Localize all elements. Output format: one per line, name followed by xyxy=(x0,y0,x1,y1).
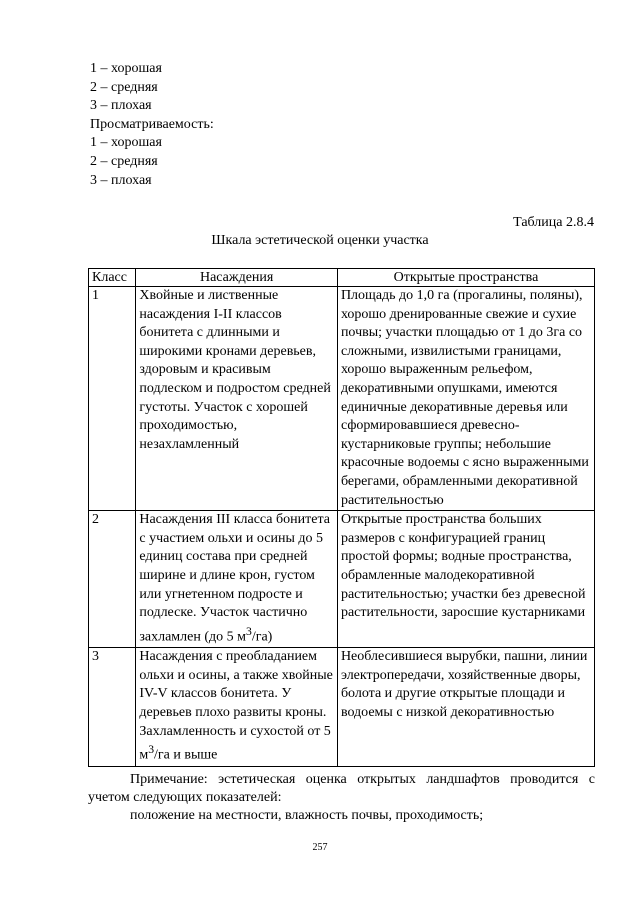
header-stands: Насаждения xyxy=(136,269,338,287)
cell-stands xyxy=(136,511,338,648)
intro-line-poor: 3 – плохая xyxy=(90,98,152,114)
cell-class: 2 xyxy=(89,511,136,648)
intro-line-poor: 3 – плохая xyxy=(90,172,152,188)
intro-line-good: 1 – хорошая xyxy=(90,61,162,76)
cell-class: 1 xyxy=(89,287,136,511)
cell-stands: Хвойные и лиственные насаждения I-II классов бонитета с длинными и широкими кронами деревьев, здоровым и красивым подлеском и подростом средней густоты. Участок с хорошей проходимостью, незахламленный xyxy=(136,287,338,511)
cell-stands-text: Насаждения III класса бонитета с участием ольхи и осины до 5 единиц состава при средней ширине и длине крон, густом или угнетенном подросте и подлеске. Участок частично захламлен (до 5 м xyxy=(139,512,330,645)
cell-stands-tail: /га) xyxy=(251,629,273,645)
table-row xyxy=(89,287,595,511)
cell-stands-tail: /га и выше xyxy=(154,747,218,763)
cell-stands-superscript: 3 xyxy=(148,743,155,757)
intro-list xyxy=(90,60,214,190)
note-paragraph: Примечание: эстетическая оценка открытых ландшафтов проводится с учетом следующих показателей: xyxy=(88,772,595,805)
header-open-spaces: Открытые пространства xyxy=(337,269,594,287)
aesthetic-scale-table xyxy=(88,268,595,767)
cell-stands-superscript: 3 xyxy=(246,624,252,638)
cell-open-spaces: Необлесившиеся вырубки, пашни, линии электропередачи, хозяйственные дворы, болота и другие открытые площади и водоемы с низкой декоративностью xyxy=(337,648,594,767)
note-block xyxy=(88,771,595,825)
cell-class: 3 xyxy=(89,648,136,767)
cell-stands-text: Насаждения с преобладанием ольхи и осины, а также хвойные IV-V классов бонитета. У деревьев плохо развиты кроны. Захламленность и сухостой от 5 м xyxy=(139,649,333,763)
intro-heading-visibility: Просматриваемость: xyxy=(90,116,214,132)
header-class: Класс xyxy=(89,269,136,287)
table-number: Таблица 2.8.4 xyxy=(513,215,594,230)
table-header-row xyxy=(89,269,595,287)
intro-line-good: 1 – хорошая xyxy=(90,135,162,151)
table-row xyxy=(89,511,595,648)
table-caption: Шкала эстетической оценки участка xyxy=(211,233,429,248)
table-row xyxy=(89,648,595,767)
note-continuation: положение на местности, влажность почвы, проходимость; xyxy=(130,808,484,823)
cell-open-spaces: Открытые пространства больших размеров с конфигурацией границ простой формы; водные пространства, обрамленные малодекоративной растительностью; участки без древесной растительности, заросшие кустарниками xyxy=(337,511,594,648)
intro-line-medium: 2 – средняя xyxy=(90,79,158,95)
page-number: 257 xyxy=(312,842,328,853)
cell-stands xyxy=(136,648,338,767)
intro-line-medium: 2 – средняя xyxy=(90,153,158,169)
cell-open-spaces: Площадь до 1,0 га (прогалины, поляны), хорошо дренированные свежие и сухие почвы; участки площадью от 1 до 3га со сложными, извилистыми границами, хорошо выраженным рельефом, декоративными опушками, имеются единичные декоративные деревья или сформировавшиеся древесно-кустарниковые группы; небольшие красочные водоемы с ясно выраженными берегами, обрамленными декоративной растительностью xyxy=(337,287,594,511)
